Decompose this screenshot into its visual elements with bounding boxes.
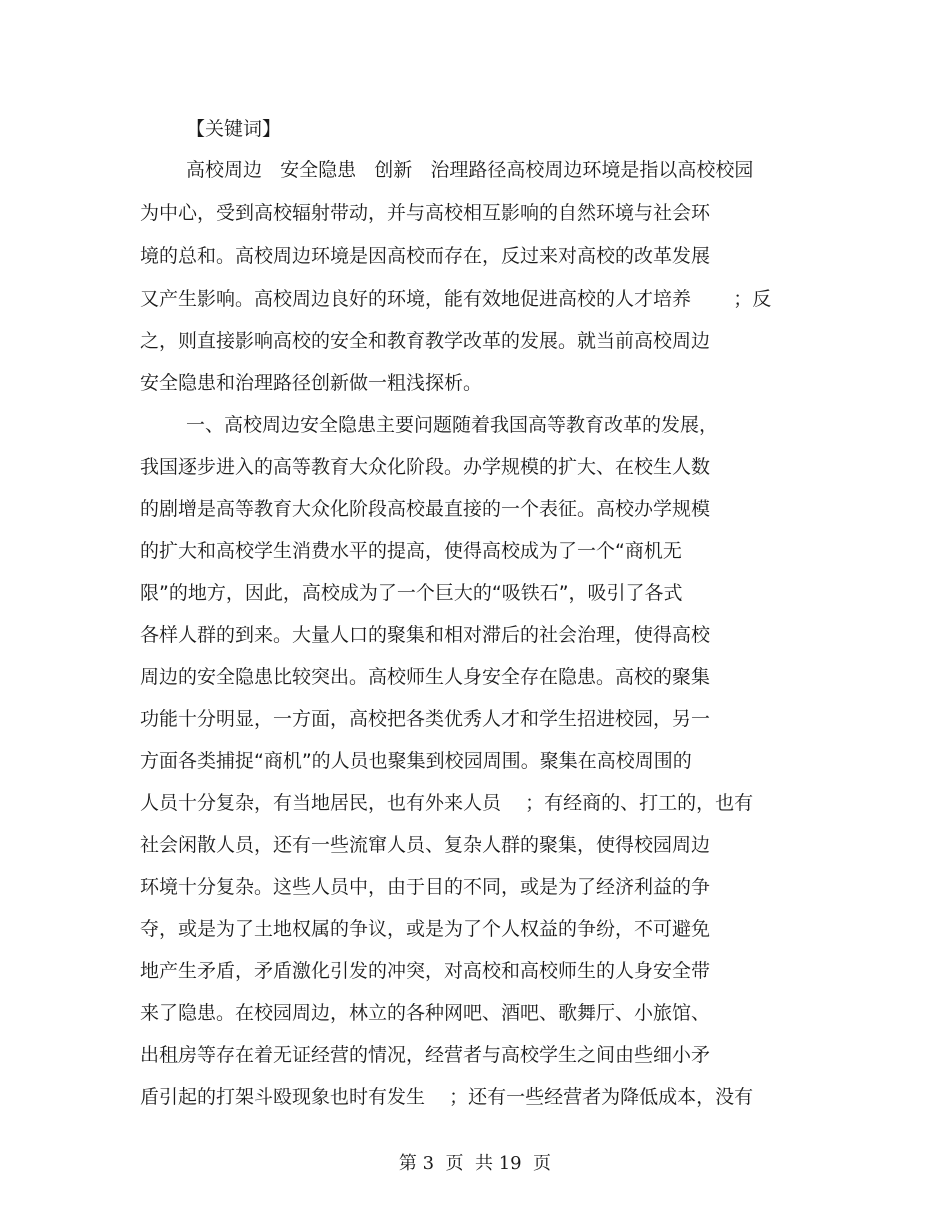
paragraph-line: 功能十分明显，一方面，高校把各类优秀人才和学生招进校园，另一 xyxy=(140,708,711,730)
paragraph-line: 社会闲散人员，还有一些流窜人员、复杂人群的聚集，使得校园周边 xyxy=(140,834,711,856)
paragraph-line: 各样人群的到来。大量人口的聚集和相对滞后的社会治理，使得高校 xyxy=(140,624,711,646)
paragraph-line: 出租房等存在着无证经营的情况，经营者与高校学生之间由些细小矛 xyxy=(140,1044,711,1066)
page-number: 第 3 页 共 19 页 xyxy=(398,1153,552,1174)
paragraph-line: 周边的安全隐患比较突出。高校师生人身安全存在隐患。高校的聚集 xyxy=(140,666,711,688)
paragraph-line: 来了隐患。在校园周边，林立的各种网吧、酒吧、歌舞厅、小旅馆、 xyxy=(140,1002,711,1024)
paragraph-line: 地产生矛盾，矛盾激化引发的冲突，对高校和高校师生的人身安全带 xyxy=(140,960,711,982)
keywords-heading: 【关键词】 xyxy=(186,118,282,140)
paragraph-line: 方面各类捕捉“商机”的人员也聚集到校园周围。聚集在高校周围的 xyxy=(140,750,692,772)
page-footer xyxy=(0,1153,950,1175)
paragraph-line: 人员十分复杂，有当地居民，也有外来人员 ；有经商的、打工的，也有 xyxy=(140,792,754,814)
paragraph-line: 安全隐患和治理路径创新做一粗浅探析。 xyxy=(140,372,483,394)
paragraph-line: 的扩大和高校学生消费水平的提高，使得高校成为了一个“商机无 xyxy=(140,540,682,562)
paragraph-line: 环境十分复杂。这些人员中，由于目的不同，或是为了经济利益的争 xyxy=(140,876,711,898)
paragraph-line: 高校周边 安全隐患 创新 治理路径高校周边环境是指以高校校园 xyxy=(186,159,754,181)
paragraph-line: 盾引起的打架斗殴现象也时有发生 ；还有一些经营者为降低成本，没有 xyxy=(140,1086,754,1108)
paragraph-line: 的剧增是高等教育大众化阶段高校最直接的一个表征。高校办学规模 xyxy=(140,498,711,520)
paragraph-line: 又产生影响。高校周边良好的环境，能有效地促进高校的人才培养 ；反 xyxy=(140,288,772,310)
section-heading-line: 一、高校周边安全隐患主要问题随着我国高等教育改革的发展， xyxy=(186,414,719,436)
paragraph-line: 限”的地方，因此，高校成为了一个巨大的“吸铁石”，吸引了各式 xyxy=(140,582,683,604)
paragraph-line: 境的总和。高校周边环境是因高校而存在，反过来对高校的改革发展 xyxy=(140,245,711,267)
paragraph-line: 之，则直接影响高校的安全和教育教学改革的发展。就当前高校周边 xyxy=(140,330,711,352)
paragraph-line: 为中心，受到高校辐射带动，并与高校相互影响的自然环境与社会环 xyxy=(140,202,711,224)
paragraph-line: 我国逐步进入的高等教育大众化阶段。办学规模的扩大、在校生人数 xyxy=(140,456,711,478)
paragraph-line: 夺，或是为了土地权属的争议，或是为了个人权益的争纷，不可避免 xyxy=(140,918,711,940)
